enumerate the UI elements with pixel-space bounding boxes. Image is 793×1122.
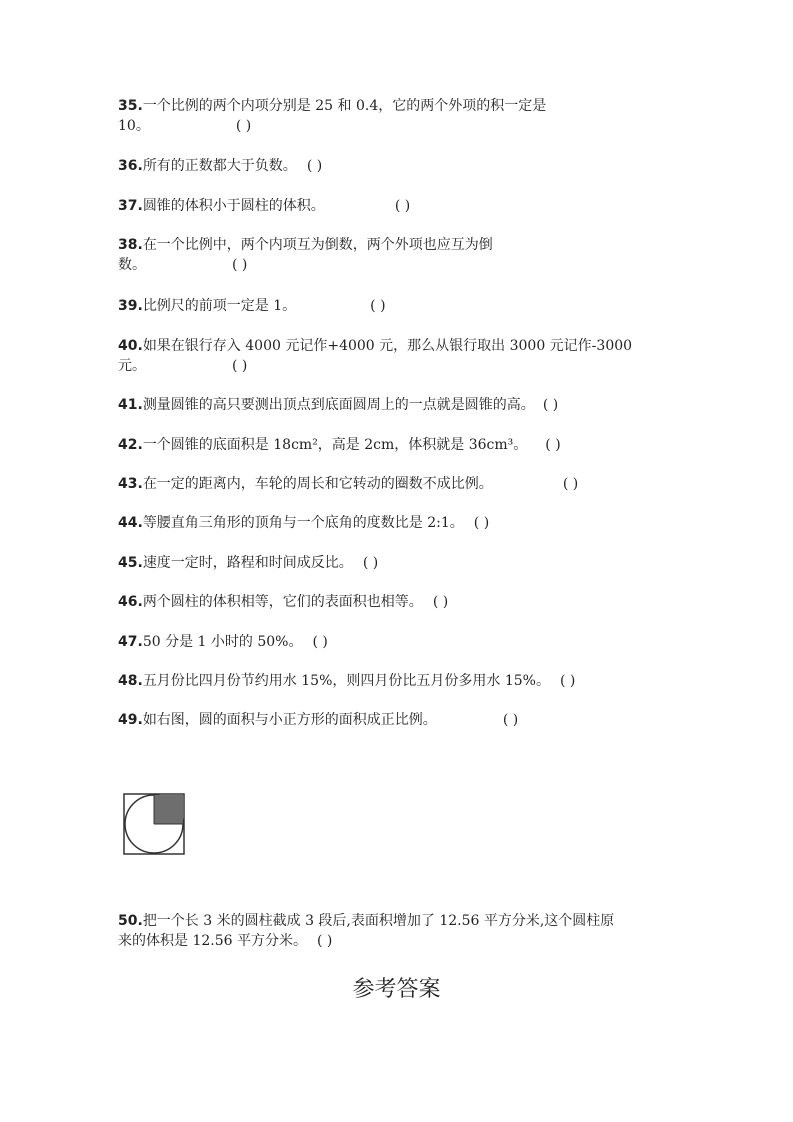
question-number: 41. (118, 397, 143, 413)
question-text: 所有的正数都大于负数。 (142, 158, 297, 174)
answer-blank[interactable]: ( ) (432, 594, 449, 610)
answer-blank[interactable]: ( ) (312, 634, 328, 650)
answer-blank[interactable]: ( ) (362, 555, 379, 571)
question-text: 元。 (118, 358, 146, 374)
question-35 (118, 96, 546, 136)
question-38 (118, 235, 493, 275)
question-text: 测量圆锥的高只要测出顶点到底面圆周上的一点就是圆锥的高。 (142, 397, 535, 413)
answer-blank[interactable]: ( ) (502, 712, 519, 728)
answer-blank[interactable]: ( ) (232, 358, 248, 374)
question-37 (118, 196, 410, 216)
answer-blank[interactable]: ( ) (232, 257, 248, 273)
question-text: 速度一定时，路程和时间成反比。 (142, 555, 353, 571)
question-41 (118, 395, 558, 415)
answer-blank[interactable]: ( ) (545, 437, 561, 453)
answer-blank[interactable]: ( ) (306, 158, 323, 174)
question-36 (118, 156, 322, 176)
question-text: 五月份比四月份节约用水 15%，则四月份比五月份多用水 15%。 (142, 673, 550, 689)
small-square (154, 795, 183, 824)
answer-blank[interactable]: ( ) (394, 198, 411, 214)
question-49 (118, 710, 518, 730)
section-title: 参考答案 (352, 977, 441, 1002)
question-number: 35. (118, 98, 143, 114)
question-43 (118, 474, 578, 494)
answer-blank[interactable]: ( ) (559, 673, 576, 689)
question-text: 一个比例的两个内项分别是 25 和 0.4，它的两个外项的积一定是 (142, 98, 547, 114)
question-number: 40. (118, 338, 143, 354)
question-text: 50 分是 1 小时的 50%。 (142, 634, 303, 650)
question-text: 一个圆锥的底面积是 18cm²，高是 2cm，体积就是 36cm³。 (142, 437, 528, 453)
question-number: 36. (118, 158, 143, 174)
circle-square-figure (122, 786, 186, 856)
answer-blank[interactable]: ( ) (562, 476, 579, 492)
question-text: 来的体积是 12.56 平方分米。 (118, 933, 307, 949)
question-number: 49. (118, 712, 143, 728)
question-40 (118, 336, 632, 376)
question-text: 在一定的距离内，车轮的周长和它转动的圈数不成比例。 (142, 476, 493, 492)
question-text: 10。 (118, 118, 150, 134)
answer-blank[interactable]: ( ) (542, 397, 559, 413)
question-text: 数。 (118, 257, 146, 273)
answer-blank[interactable]: ( ) (235, 118, 252, 134)
question-number: 45. (118, 555, 143, 571)
question-number: 42. (118, 437, 143, 453)
question-text: 圆锥的体积小于圆柱的体积。 (142, 198, 325, 214)
question-number: 43. (118, 476, 143, 492)
question-number: 50. (118, 913, 143, 929)
question-text: 如果在银行存入 4000 元记作+4000 元，那么从银行取出 3000 元记作-3000 (142, 338, 633, 354)
question-48 (118, 671, 575, 691)
question-number: 46. (118, 594, 143, 610)
question-number: 39. (118, 298, 143, 314)
question-44 (118, 513, 489, 533)
question-47 (118, 632, 328, 652)
question-text: 等腰直角三角形的顶角与一个底角的度数比是 2:1。 (142, 515, 464, 531)
question-42 (118, 435, 561, 455)
answer-blank[interactable]: ( ) (370, 298, 386, 314)
question-text: 两个圆柱的体积相等，它们的表面积也相等。 (142, 594, 423, 610)
question-text: 在一个比例中，两个内项互为倒数，两个外项也应互为倒 (142, 237, 493, 253)
question-text: 把一个长 3 米的圆柱截成 3 段后,表面积增加了 12.56 平方分米,这个圆柱原 (142, 913, 615, 929)
question-number: 44. (118, 515, 143, 531)
question-text: 比例尺的前项一定是 1。 (142, 298, 297, 314)
question-number: 48. (118, 673, 143, 689)
question-39 (118, 296, 386, 316)
answer-blank[interactable]: ( ) (473, 515, 490, 531)
question-number: 37. (118, 198, 143, 214)
question-number: 38. (118, 237, 143, 253)
question-number: 47. (118, 634, 143, 650)
question-text: 如右图，圆的面积与小正方形的面积成正比例。 (142, 712, 437, 728)
question-46 (118, 592, 448, 612)
answer-blank[interactable]: ( ) (316, 933, 333, 949)
question-45 (118, 553, 378, 573)
question-50 (118, 911, 614, 951)
